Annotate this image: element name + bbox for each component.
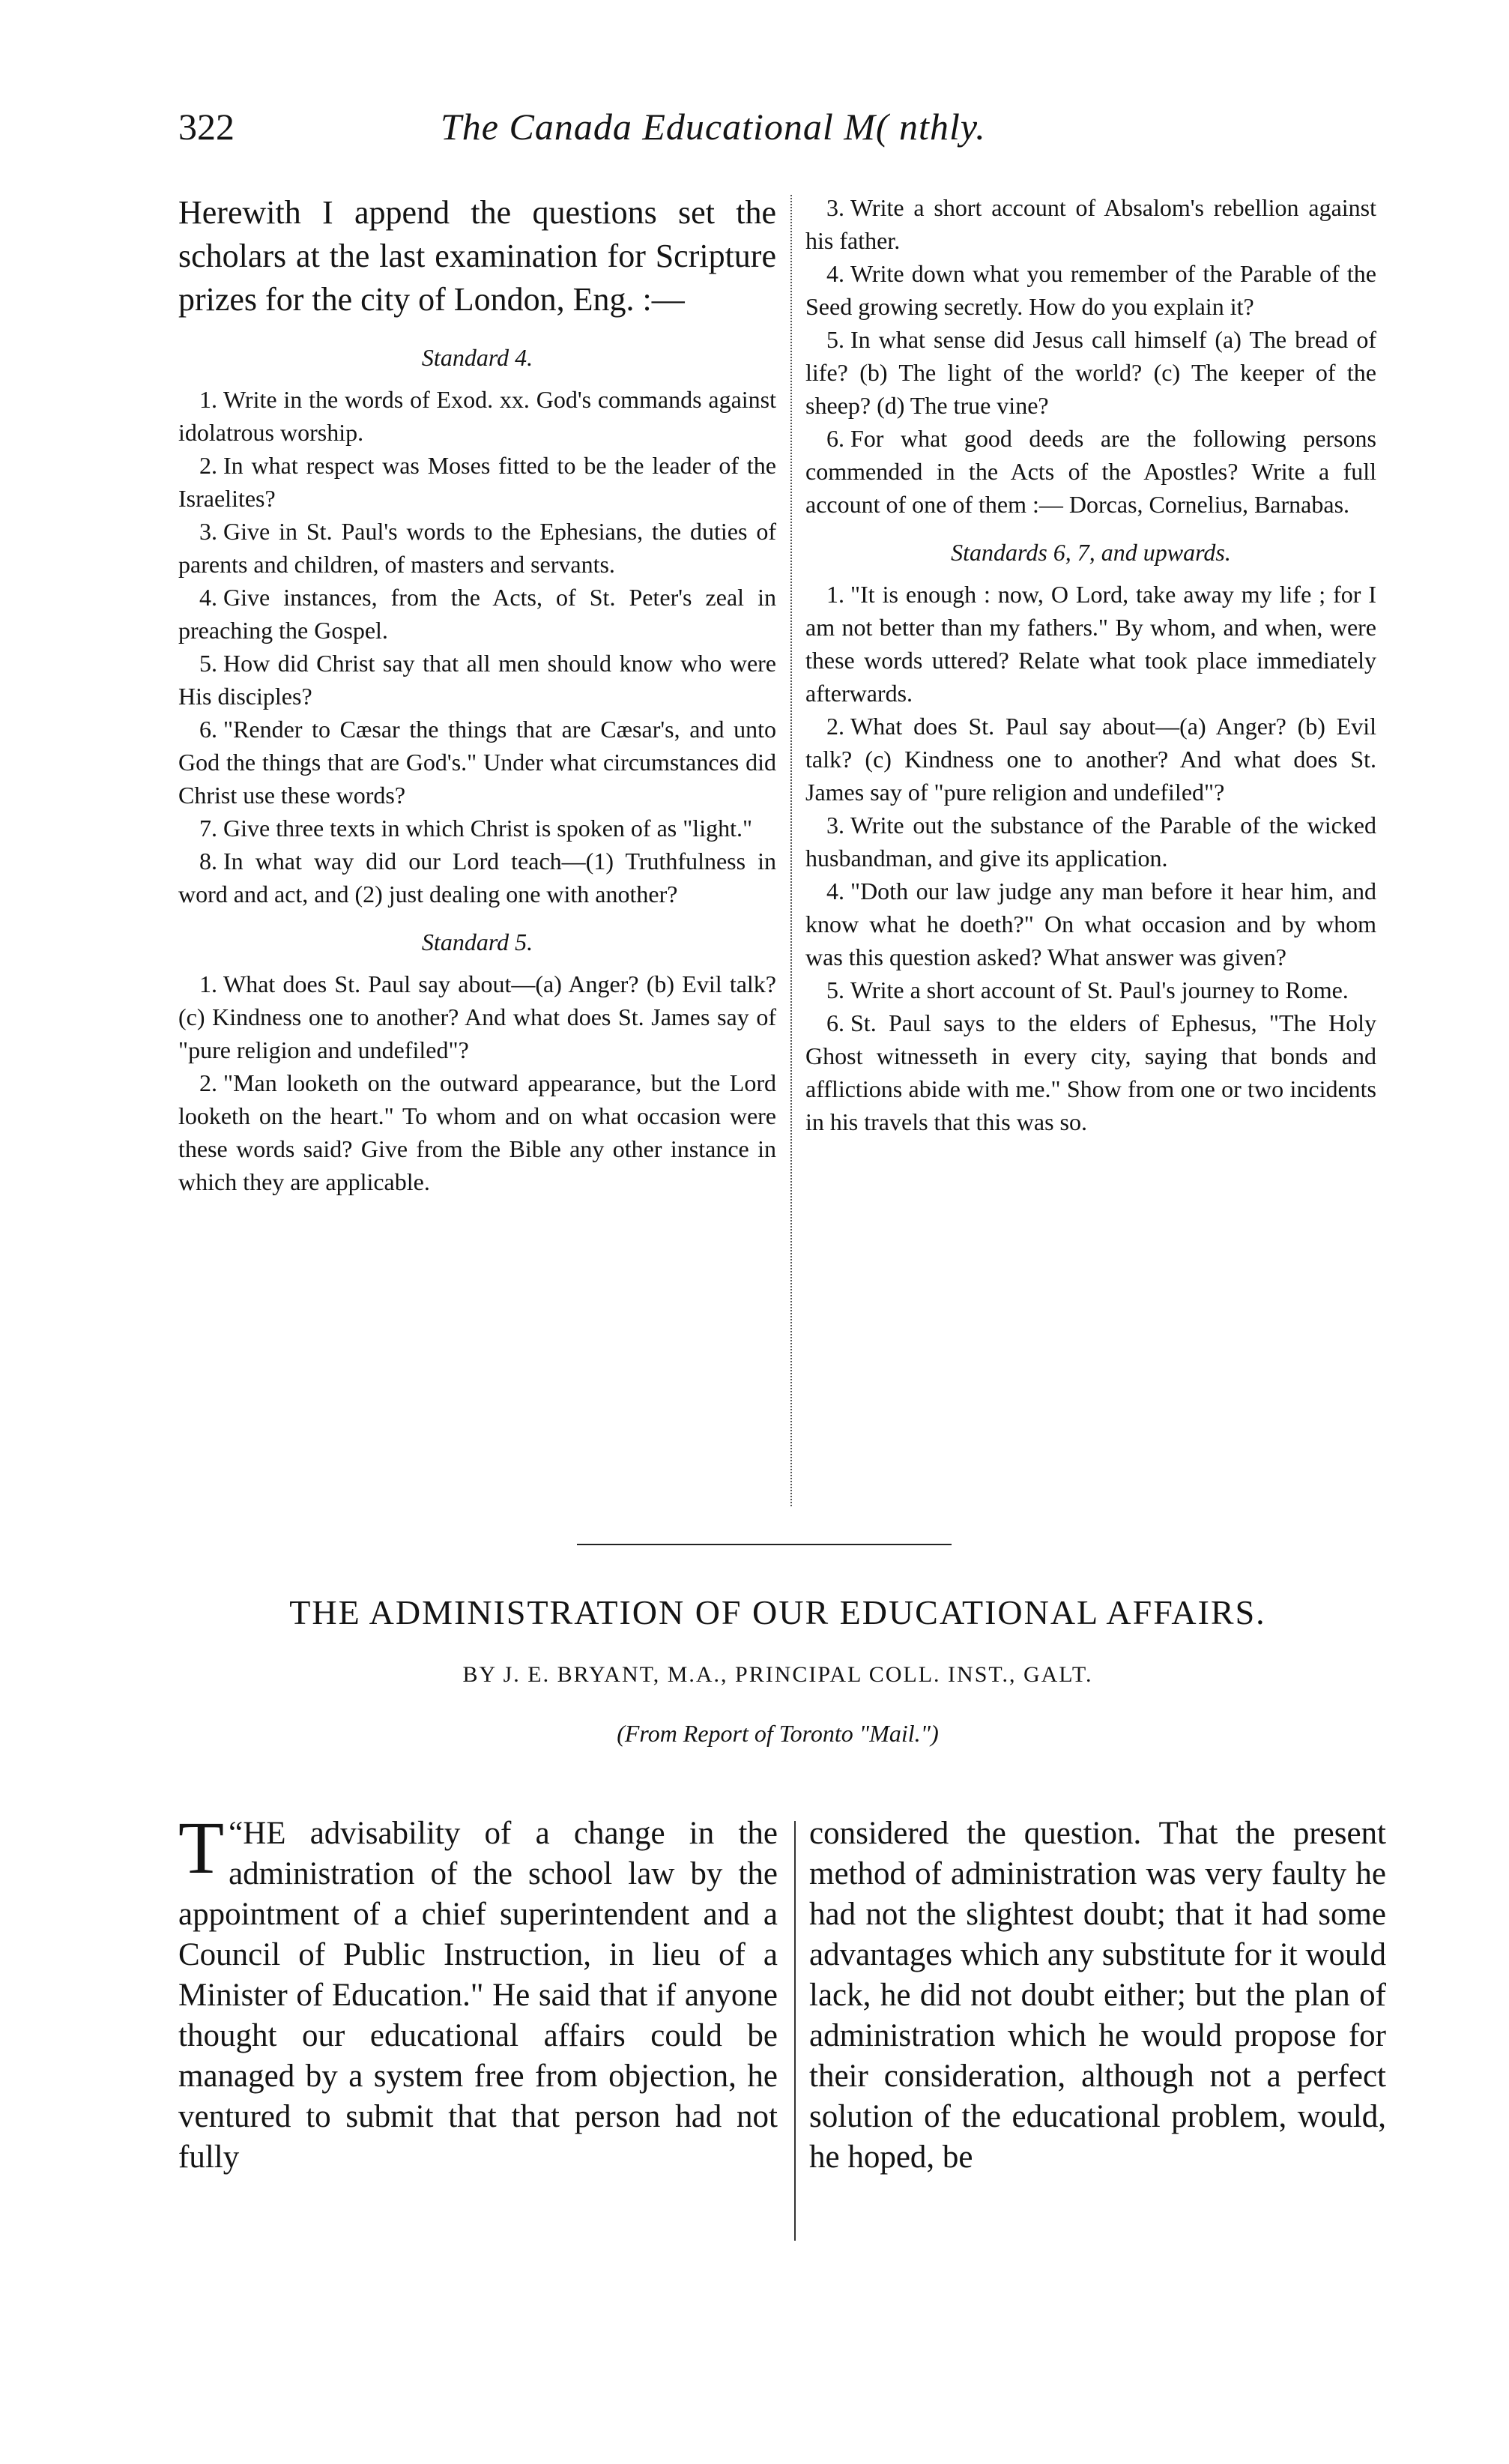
question: 1. "It is enough : now, O Lord, take away my life ; for I am not better than my fathers." By whom, and when, were these words uttered? Relate what took place immediately afterwards.	[805, 581, 1376, 707]
question: 4. "Doth our law judge any man before it hear him, and know what he doeth?" On what occasion and by whom was this question asked? What answer was given?	[805, 878, 1376, 970]
question: 4. Write down what you remember of the Parable of the Seed growing secretly. How do you explain it?	[805, 260, 1376, 320]
question: 8. In what way did our Lord teach—(1) Truthfulness in word and act, and (2) just dealing one with another?	[178, 848, 776, 908]
section-rule	[577, 1544, 952, 1545]
article-text-right: considered the question. That the present method of administration was very faulty he had not the slightest doubt; that it had some advantages which any substitute for it would lack, he did not doubt either; but the plan of administration which he would propose for their consideration, although not a perfect solution of the educational problem, would, he hoped, be	[809, 1816, 1386, 2175]
journal-title: The Canada Educational M( nthly.	[441, 106, 986, 148]
question: 6. St. Paul says to the elders of Ephesus, "The Holy Ghost witnesseth in every city, saying that bonds and afflictions abide with me." Show from one or two incidents in his travels that this was so.	[805, 1009, 1376, 1135]
standard-4-heading: Standard 4.	[421, 344, 533, 371]
question: 5. In what sense did Jesus call himself (a) The bread of life? (b) The light of the world? (c) The keeper of the sheep? (d) The true vine?	[805, 326, 1376, 419]
article-text-left: HE advisability of a change in the administration of the school law by the appointment of a chief superintendent and a Council of Public Instruction, in lieu of a Minister of Education." He said that if anyone thought our educational affairs could be managed by a system free from objection, he ventured to submit that that person had not fully	[178, 1816, 778, 2175]
column-divider	[790, 195, 792, 1506]
question: 3. Write out the substance of the Parable of the wicked husbandman, and give its application.	[805, 812, 1376, 872]
article-byline: BY J. E. BRYANT, M.A., PRINCIPAL COLL. INST., GALT.	[462, 1662, 1093, 1687]
left-column	[178, 191, 776, 1198]
question: 2. "Man looketh on the outward appearance, but the Lord looketh on the heart." To whom and on what occasion were these words said? Give from the Bible any other instance in which they are applicable.	[178, 1069, 776, 1195]
question: 2. What does St. Paul say about—(a) Anger? (b) Evil talk? (c) Kindness one to another? And what does St. James say of "pure religion and undefiled"?	[805, 713, 1376, 806]
article-body-right	[809, 1814, 1386, 2178]
article-column-divider	[794, 1821, 796, 2241]
question: 3. Write a short account of Absalom's rebellion against his father.	[805, 194, 1376, 254]
intro-paragraph: Herewith I append the questions set the scholars at the last examination for Scripture prizes for the city of London, Eng. :—	[178, 194, 776, 318]
question: 5. Write a short account of St. Paul's journey to Rome.	[826, 976, 1349, 1003]
article-source: (From Report of Toronto "Mail.")	[617, 1720, 939, 1747]
question: 6. For what good deeds are the following persons commended in the Acts of the Apostles? Write a full account of one of them :— Dorcas, Cornelius, Barnabas.	[805, 425, 1376, 518]
page-number: 322	[178, 106, 235, 148]
standard-5-heading: Standard 5.	[421, 928, 533, 955]
article-title: THE ADMINISTRATION OF OUR EDUCATIONAL AFFAIRS.	[289, 1593, 1266, 1631]
running-head	[178, 105, 1347, 157]
standard-6-heading: Standards 6, 7, and upwards.	[951, 539, 1231, 566]
standard-5-questions-continued	[805, 191, 1376, 521]
question: 7. Give three texts in which Christ is spoken of as "light."	[199, 815, 753, 842]
question: 1. Write in the words of Exod. xx. God's commands against idolatrous worship.	[178, 386, 776, 446]
standard-6-questions	[805, 578, 1376, 1138]
question: 2. In what respect was Moses fitted to be the leader of the Israelites?	[178, 452, 776, 512]
standard-4-questions	[178, 383, 776, 911]
article-body-left	[178, 1806, 778, 2178]
question: 3. Give in St. Paul's words to the Ephesians, the duties of parents and children, of masters and servants.	[178, 518, 776, 578]
question: 6. "Render to Cæsar the things that are Cæsar's, and unto God the things that are God's." Under what circumstances did Christ use these words?	[178, 716, 776, 809]
question: 4. Give instances, from the Acts, of St. Peter's zeal in preaching the Gospel.	[178, 584, 776, 644]
standard-5-questions	[178, 967, 776, 1198]
drop-cap: T	[178, 1806, 225, 1889]
opening-quote: “	[229, 1816, 244, 1851]
right-column	[805, 191, 1376, 1138]
question: 5. How did Christ say that all men should know who were His disciples?	[178, 650, 776, 710]
question: 1. What does St. Paul say about—(a) Anger? (b) Evil talk? (c) Kindness one to another? And what does St. James say of "pure religion and undefiled"?	[178, 970, 776, 1063]
